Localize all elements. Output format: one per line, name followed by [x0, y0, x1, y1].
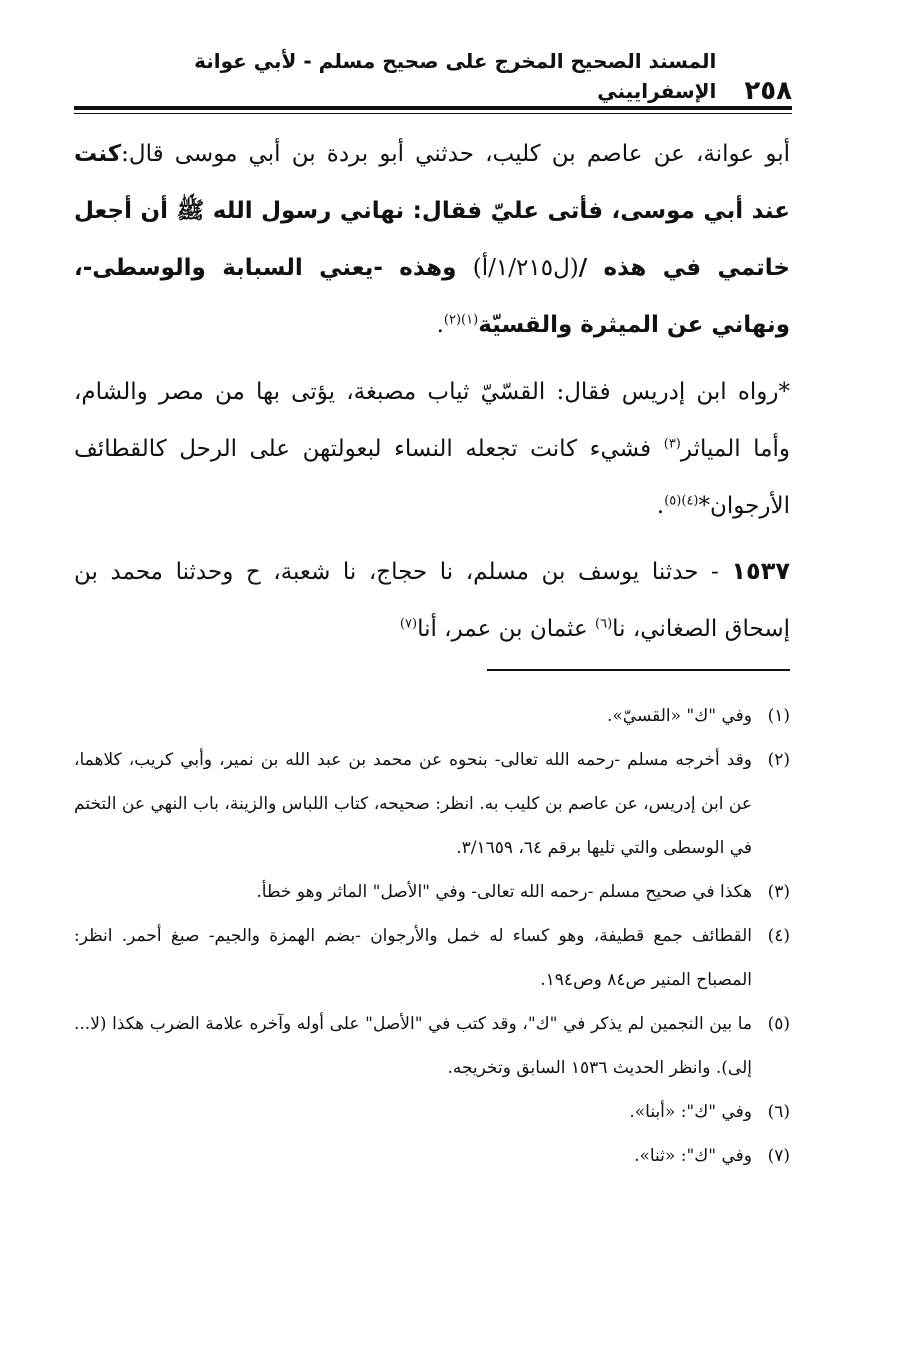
footnote-text: ما بين النجمين لم يذكر في "ك"، وقد كتب في "الأصل" على أوله وآخره علامة الضرب هكذا (لا... إلى). وانظر الحديث ١٥٣٦ السابق وتخريجه.	[74, 1014, 752, 1078]
manuscript-folio-marker: (ل١/٢١٥/أ)	[472, 255, 579, 281]
page-number: ٢٥٨	[744, 76, 792, 106]
footnote-item	[74, 694, 790, 738]
header-rule-thick	[74, 106, 792, 110]
footnote-number: (١)	[767, 706, 790, 726]
footnote-item	[74, 1090, 790, 1134]
footnotes-section	[74, 694, 790, 1178]
footnote-ref-6[interactable]: (٦)	[595, 616, 613, 632]
footnote-separator	[487, 669, 790, 671]
footnote-item	[74, 1002, 790, 1090]
footnote-number: (٧)	[767, 1146, 790, 1166]
footnote-number: (٦)	[767, 1102, 790, 1122]
footnote-ref-4[interactable]: (٤)	[681, 493, 699, 509]
narration-text: *رواه ابن إدريس فقال: القسّيّ ثياب مصبغة، يؤتى بها من مصر والشام، وأما المياثر	[74, 379, 790, 462]
sentence-end: .	[436, 312, 444, 338]
footnote-number: (٢)	[767, 750, 790, 770]
isnad-text: - حدثنا يوسف بن مسلم، نا حجاج، نا شعبة، ح وحدثنا محمد بن إسحاق الصغاني، نا	[74, 559, 790, 642]
paragraph-ibn-idris-narration	[74, 364, 790, 535]
sentence-end: .	[656, 493, 665, 519]
page-header	[74, 49, 792, 106]
footnote-text: وفي "ك": «أبنا».	[629, 1102, 752, 1122]
footnote-text: وفي "ك" «القسيّ».	[606, 706, 752, 726]
footnote-ref-3[interactable]: (٣)	[663, 436, 681, 452]
footnote-ref-7[interactable]: (٧)	[399, 616, 418, 632]
footnote-number: (٤)	[767, 926, 790, 946]
footnote-item	[74, 870, 790, 914]
main-text	[74, 126, 790, 658]
footnote-item	[74, 1134, 790, 1178]
footnote-item	[74, 738, 790, 870]
footnote-text: القطائف جمع قطيفة، وهو كساء له خمل والأرجوان -بضم الهمزة والجيم- صبغ أحمر. انظر: المصباح المنير ص٨٤ وص١٩٤.	[74, 926, 752, 990]
running-title: المسند الصحيح المخرج على صحيح مسلم - لأبي عوانة الإسفراييني	[194, 49, 717, 103]
footnote-ref-1[interactable]: (١)	[461, 312, 479, 328]
footnote-text: وفي "ك": «ثنا».	[634, 1146, 752, 1166]
header-rule-thin	[74, 113, 792, 114]
paragraph-hadith-1537	[74, 543, 790, 658]
isnad-text-continued: عثمان بن عمر، أنا	[417, 616, 596, 642]
footnote-item	[74, 914, 790, 1002]
isnad-text: أبو عوانة، عن عاصم بن كليب، حدثني أبو بردة بن أبي موسى قال:	[121, 141, 790, 167]
narration-text-continued: فشيء كانت تجعله النساء لبعولتهن على الرحل كالقطائف الأرجوان*	[74, 436, 790, 519]
footnote-ref-5[interactable]: (٥)	[664, 493, 682, 509]
paragraph-hadith-continuation	[74, 126, 790, 354]
footnote-text: وقد أخرجه مسلم -رحمه الله تعالى- بنحوه عن محمد بن عبد الله بن نمير، وأبي كريب، كلاهما، عن ابن إدريس، عن عاصم بن كليب به. انظر: صحيحه، كتاب اللباس والزينة، باب النهي عن التختم في الوسطى والتي تليها برقم ٦٤، ٣/١٦٥٩.	[74, 750, 752, 858]
footnote-text: هكذا في صحيح مسلم -رحمه الله تعالى- وفي "الأصل" الماثر وهو خطأ.	[256, 882, 752, 902]
footnote-ref-2[interactable]: (٢)	[443, 312, 462, 328]
matn-text-continued: وهذه -يعني السبابة والوسطى-، ونهاني عن الميثرة والقسيّة	[74, 255, 790, 338]
footnote-number: (٥)	[767, 1014, 790, 1034]
footnote-number: (٣)	[767, 882, 790, 902]
matn-text: كنت عند أبي موسى، فأتى عليّ فقال: نهاني رسول الله ﷺ أن أجعل خاتمي في هذه /	[74, 141, 790, 281]
hadith-number: ١٥٣٧	[731, 557, 790, 585]
